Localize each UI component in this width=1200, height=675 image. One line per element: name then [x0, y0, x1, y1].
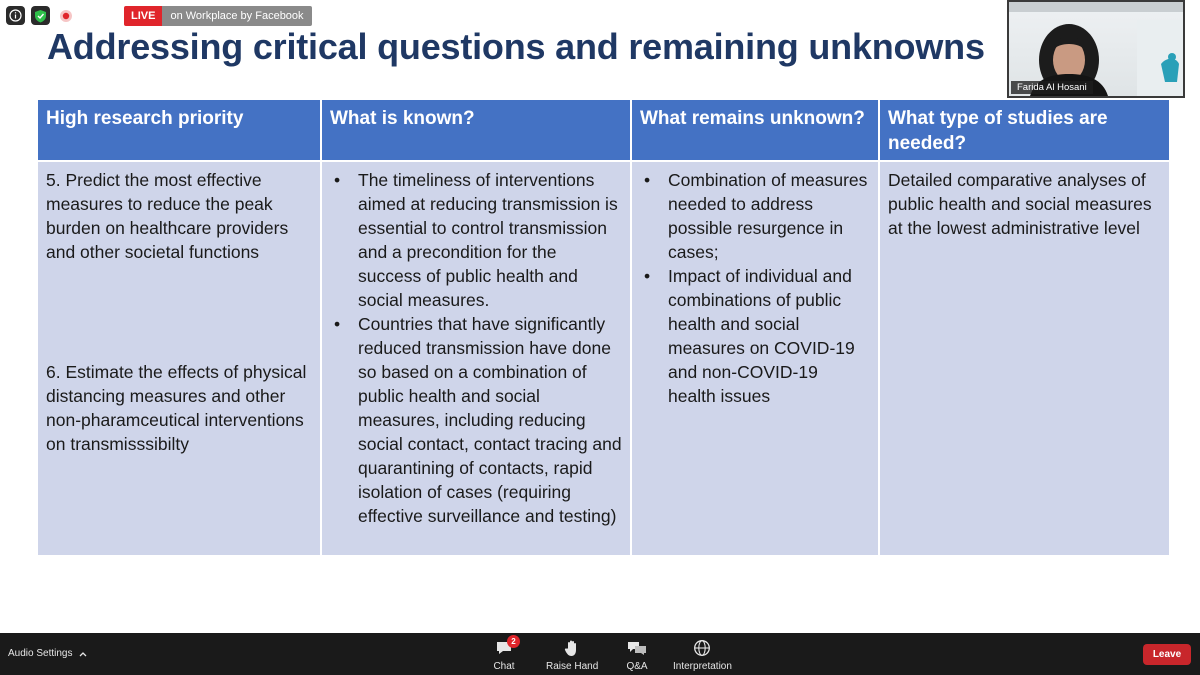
interpretation-button[interactable]: [673, 638, 732, 672]
unknown-cell: [631, 161, 879, 555]
shield-check-icon[interactable]: [31, 6, 50, 25]
column-header-unknown: What remains unknown?: [631, 100, 879, 161]
audio-settings-button[interactable]: [8, 648, 87, 659]
column-header-known: What is known?: [321, 100, 631, 161]
chat-badge: 2: [507, 635, 520, 648]
meeting-toolbar: [0, 633, 1200, 675]
audio-settings-label: Audio Settings: [8, 648, 73, 659]
speaker-video[interactable]: [1007, 0, 1185, 98]
hand-icon: [564, 639, 580, 657]
qa-button[interactable]: [625, 638, 649, 672]
live-destination: on Workplace by Facebook: [162, 6, 311, 26]
qa-icon: [627, 640, 647, 656]
speaker-name: Farida Al Hosani: [1011, 81, 1093, 94]
record-icon: [56, 6, 75, 25]
table-header-row: [38, 100, 1169, 161]
status-icons: [6, 6, 75, 25]
priority-item-6: 6. Estimate the effects of physical distancing measures and other non-pharamceutical interventions on transmisssibilty: [46, 362, 307, 454]
info-icon[interactable]: [6, 6, 25, 25]
leave-button[interactable]: Leave: [1143, 644, 1191, 665]
table-row: [38, 161, 1169, 555]
raise-hand-button[interactable]: [546, 638, 598, 672]
qa-label: Q&A: [626, 661, 648, 672]
studies-cell: Detailed comparative analyses of public health and social measures at the lowest administrative level: [879, 161, 1169, 555]
raise-hand-label: Raise Hand: [546, 661, 599, 672]
live-indicator: [124, 6, 312, 26]
unknown-bullet: • Impact of individual and combinations of public health and social measures on COVID-19 and non-COVID-19 health issues: [640, 264, 870, 408]
slide-title: Addressing critical questions and remaining unknowns: [47, 26, 985, 67]
known-bullet: • The timeliness of interventions aimed at reducing transmission is essential to control transmission and a precondition for the success of public health and social measures.: [330, 168, 622, 312]
interpretation-label: Interpretation: [673, 661, 732, 672]
known-cell: [321, 161, 631, 555]
unknown-bullet: • Combination of measures needed to address possible resurgence in cases;: [640, 168, 870, 264]
known-bullet: • Countries that have significantly reduced transmission have done so based on a combination of public health and social measures, including reducing social contact, contact tracing and quarantining of contacts, rapid isolation of cases (requiring effective surveillance and testing): [330, 312, 622, 528]
column-header-priority: High research priority: [38, 100, 321, 161]
priority-item-5: 5. Predict the most effective measures to reduce the peak burden on healthcare providers and other societal functions: [46, 170, 289, 262]
chevron-up-icon: [79, 651, 87, 657]
globe-icon: [693, 639, 711, 657]
live-badge: LIVE: [124, 6, 162, 26]
chat-button[interactable]: [492, 638, 516, 672]
column-header-studies: What type of studies are needed?: [879, 100, 1169, 161]
research-table: [38, 100, 1169, 555]
priority-cell: [38, 161, 321, 555]
chat-label: Chat: [493, 661, 515, 672]
